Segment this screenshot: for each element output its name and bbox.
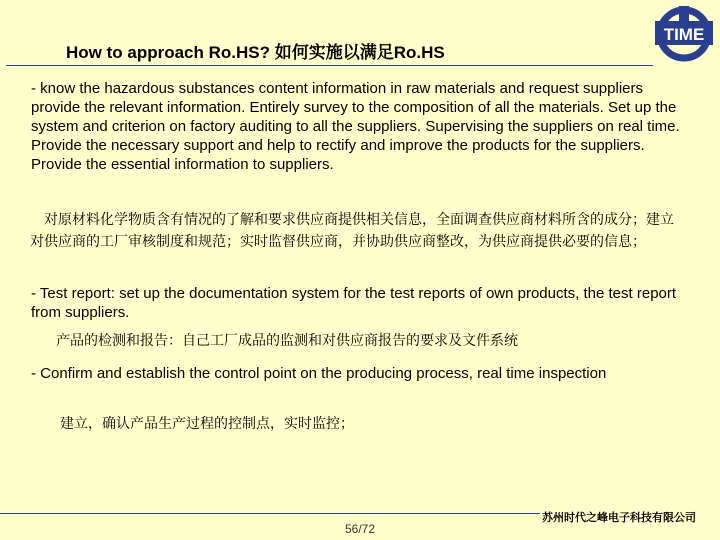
paragraph-3-zh: 建立，确认产品生产过程的控制点，实时监控； xyxy=(60,416,354,432)
paragraph-1-zh: 对原材料化学物质含有情况的了解和要求供应商提供相关信息，全面调查供应商材料所含的成分；建立对供应商的工厂审核制度和规范；实时监督供应商，并协助供应商整改，为供应商提供必要的信息； xyxy=(30,212,674,250)
paragraph-3-en: - Confirm and establish the control point on the producing process, real time inspection xyxy=(31,365,607,382)
paragraph-1-en: - know the hazardous substances content information in raw materials and request suppliers provide the relevant information. Entirely survey to the composition of all the materials. Set up the system and criterion on factory auditing to all the suppliers. Supervising the suppliers on real time. Provide the necessary support and help to rectify and improve the products for the suppliers. Provide the essential information to suppliers. xyxy=(31,80,680,173)
logo-text: TIME xyxy=(663,25,705,44)
slide-title: How to approach Ro.HS? 如何实施以满足Ro.HS xyxy=(66,43,445,62)
paragraph-2-zh: 产品的检测和报告：自己工厂成品的监测和对供应商报告的要求及文件系统 xyxy=(56,333,518,349)
footer-divider xyxy=(0,513,540,514)
page-number: 56/72 xyxy=(345,522,376,536)
title-divider xyxy=(6,65,653,66)
company-logo xyxy=(651,4,717,64)
paragraph-2-en: - Test report: set up the documentation system for the test reports of own products, the test report from suppliers. xyxy=(31,285,677,321)
footer-company-name: 苏州时代之峰电子科技有限公司 xyxy=(542,511,696,524)
